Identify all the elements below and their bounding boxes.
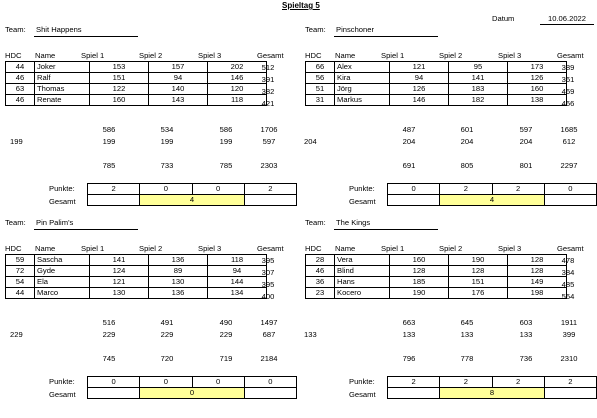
punkte-label: Punkte: — [49, 184, 75, 193]
team-name: Pin Palim's — [36, 218, 74, 227]
team-name: The Kings — [336, 218, 371, 227]
cell-s2: 157 — [149, 62, 208, 73]
cell-s2: 130 — [149, 277, 208, 288]
hdc-row-total: 687 — [262, 330, 276, 339]
cell-hdc: 63 — [6, 84, 35, 95]
column-header-spiel3: Spiel 3 — [198, 244, 222, 253]
team-name-underline — [334, 229, 438, 230]
table-row — [306, 73, 567, 84]
cell-s1: 124 — [90, 266, 149, 277]
cell-s1: 185 — [390, 277, 449, 288]
sum-s1: 785 — [102, 161, 116, 170]
scratch-s3: 490 — [219, 318, 233, 327]
scratch-s3: 603 — [519, 318, 533, 327]
points-gesamt: 8 — [440, 388, 545, 399]
column-header-gesamt: Gesamt — [257, 51, 284, 60]
points-gesamt-empty — [388, 195, 440, 206]
points-table — [387, 376, 597, 399]
table-row — [306, 288, 567, 299]
hdc-row-s3: 204 — [519, 137, 533, 146]
points-gesamt-empty — [544, 195, 596, 206]
cell-hdc: 51 — [306, 84, 335, 95]
cell-hdc: 28 — [306, 255, 335, 266]
cell-s1: 126 — [390, 84, 449, 95]
scratch-s1: 516 — [102, 318, 116, 327]
team-name: Shit Happens — [36, 25, 82, 34]
cell-hdc: 44 — [6, 62, 35, 73]
cell-s1: 153 — [90, 62, 149, 73]
points-s1: 2 — [88, 184, 140, 195]
hdc-row-total: 612 — [562, 137, 576, 146]
cell-hdc: 36 — [306, 277, 335, 288]
cell-s2: 136 — [149, 255, 208, 266]
cell-name: Renate — [35, 95, 90, 106]
scratch-s1: 663 — [402, 318, 416, 327]
roster-table — [5, 254, 267, 299]
team-block-1 — [305, 25, 597, 225]
sum-s3: 719 — [219, 354, 233, 363]
cell-name: Vera — [335, 255, 390, 266]
cell-name: Joker — [35, 62, 90, 73]
cell-s1: 121 — [390, 62, 449, 73]
hdc-row-s1: 133 — [402, 330, 416, 339]
gesamt-row-label: Gesamt — [349, 390, 376, 399]
cell-name: Sascha — [35, 255, 90, 266]
cell-hdc: 46 — [306, 266, 335, 277]
cell-s1: 146 — [390, 95, 449, 106]
cell-s3: 118 — [208, 95, 267, 106]
roster-table — [305, 254, 567, 299]
team-block-0 — [5, 25, 297, 225]
points-gesamt: 0 — [140, 388, 245, 399]
cell-name: Markus — [335, 95, 390, 106]
sum-s2: 805 — [460, 161, 474, 170]
cell-name: Marco — [35, 288, 90, 299]
scratch-total: 1685 — [560, 125, 578, 134]
table-row — [306, 62, 567, 73]
cell-name: Thomas — [35, 84, 90, 95]
column-header-gesamt: Gesamt — [557, 51, 584, 60]
points-s2: 2 — [440, 377, 492, 388]
cell-s3: 173 — [508, 62, 567, 73]
player-total: 395 — [261, 256, 275, 265]
points-s2: 0 — [140, 184, 192, 195]
cell-name: Blind — [335, 266, 390, 277]
column-header-hdc: HDC — [305, 244, 322, 253]
table-row — [306, 266, 567, 277]
player-total: 389 — [561, 63, 575, 72]
cell-name: Hans — [335, 277, 390, 288]
cell-s1: 190 — [390, 288, 449, 299]
hdc-row-total: 597 — [262, 137, 276, 146]
sum-s2: 778 — [460, 354, 474, 363]
hdc-row-s3: 199 — [219, 137, 233, 146]
points-total: 2 — [544, 377, 596, 388]
column-header-spiel3: Spiel 3 — [498, 244, 522, 253]
punkte-label: Punkte: — [349, 184, 375, 193]
gesamt-row-label: Gesamt — [49, 197, 76, 206]
scratch-s2: 534 — [160, 125, 174, 134]
points-s1: 0 — [388, 184, 440, 195]
points-s3: 0 — [192, 377, 244, 388]
hdc-row-total: 399 — [562, 330, 576, 339]
cell-s3: 128 — [508, 266, 567, 277]
gesamt-row-label: Gesamt — [349, 197, 376, 206]
page-title: Spieltag 5 — [282, 1, 320, 10]
column-header-hdc: HDC — [305, 51, 322, 60]
cell-name: Ralf — [35, 73, 90, 84]
column-header-hdc: HDC — [5, 51, 22, 60]
sum-s1: 796 — [402, 354, 416, 363]
cell-s2: 143 — [149, 95, 208, 106]
sum-s2: 733 — [160, 161, 174, 170]
punkte-label: Punkte: — [349, 377, 375, 386]
scratch-s2: 601 — [460, 125, 474, 134]
sum-s3: 801 — [519, 161, 533, 170]
cell-s1: 160 — [390, 255, 449, 266]
cell-s3: 126 — [508, 73, 567, 84]
cell-s2: 182 — [449, 95, 508, 106]
hdc-total: 133 — [304, 330, 317, 339]
column-header-name: Name — [335, 244, 356, 253]
column-header-spiel1: Spiel 1 — [381, 51, 405, 60]
roster-table — [5, 61, 267, 106]
cell-hdc: 66 — [306, 62, 335, 73]
points-gesamt-empty — [88, 195, 140, 206]
cell-s2: 190 — [449, 255, 508, 266]
column-header-spiel2: Spiel 2 — [439, 244, 463, 253]
sum-s2: 720 — [160, 354, 174, 363]
cell-name: Jörg — [335, 84, 390, 95]
cell-hdc: 72 — [6, 266, 35, 277]
points-total: 0 — [544, 184, 596, 195]
points-table — [87, 183, 297, 206]
team-name-underline — [34, 229, 138, 230]
column-header-gesamt: Gesamt — [557, 244, 584, 253]
sum-s3: 785 — [219, 161, 233, 170]
team-name: Pinschoner — [336, 25, 374, 34]
hdc-row-s1: 199 — [102, 137, 116, 146]
points-s3: 2 — [492, 377, 544, 388]
cell-s1: 151 — [90, 73, 149, 84]
hdc-row-s3: 133 — [519, 330, 533, 339]
sum-s1: 745 — [102, 354, 116, 363]
table-row — [306, 95, 567, 106]
cell-hdc: 59 — [6, 255, 35, 266]
sum-s3: 736 — [519, 354, 533, 363]
column-header-spiel2: Spiel 2 — [439, 51, 463, 60]
team-label: Team: — [5, 25, 26, 34]
player-total: 485 — [561, 280, 575, 289]
team-block-3 — [305, 218, 597, 418]
cell-s2: 89 — [149, 266, 208, 277]
player-total: 391 — [261, 75, 275, 84]
scratch-total: 1911 — [560, 318, 578, 327]
scratch-s2: 491 — [160, 318, 174, 327]
points-table — [87, 376, 297, 399]
player-total: 382 — [261, 87, 275, 96]
column-header-hdc: HDC — [5, 244, 22, 253]
cell-s1: 160 — [90, 95, 149, 106]
team-name-underline — [34, 36, 138, 37]
points-s1: 2 — [388, 377, 440, 388]
player-total: 564 — [561, 292, 575, 301]
column-header-name: Name — [35, 244, 56, 253]
cell-name: Kira — [335, 73, 390, 84]
cell-s2: 95 — [449, 62, 508, 73]
team-name-underline — [334, 36, 438, 37]
cell-name: Kocero — [335, 288, 390, 299]
points-s2: 0 — [140, 377, 192, 388]
cell-s3: 198 — [508, 288, 567, 299]
cell-s3: 94 — [208, 266, 267, 277]
points-gesamt-empty — [388, 388, 440, 399]
column-header-spiel3: Spiel 3 — [198, 51, 222, 60]
cell-s2: 140 — [149, 84, 208, 95]
cell-s1: 130 — [90, 288, 149, 299]
sum-s1: 691 — [402, 161, 416, 170]
cell-s2: 141 — [449, 73, 508, 84]
sum-total: 2297 — [560, 161, 578, 170]
cell-name: Ela — [35, 277, 90, 288]
cell-name: Alex — [335, 62, 390, 73]
date-label: Datum — [492, 14, 515, 23]
cell-s1: 141 — [90, 255, 149, 266]
points-gesamt-empty — [244, 388, 296, 399]
cell-s3: 144 — [208, 277, 267, 288]
cell-hdc: 44 — [6, 288, 35, 299]
cell-s3: 134 — [208, 288, 267, 299]
table-row — [306, 277, 567, 288]
scratch-s1: 487 — [402, 125, 416, 134]
cell-s1: 122 — [90, 84, 149, 95]
sum-total: 2303 — [260, 161, 278, 170]
player-total: 421 — [261, 99, 275, 108]
hdc-row-s2: 133 — [460, 330, 474, 339]
date-value: 10.06.2022 — [548, 14, 587, 23]
points-gesamt-empty — [244, 195, 296, 206]
sum-total: 2310 — [560, 354, 578, 363]
hdc-row-s3: 229 — [219, 330, 233, 339]
hdc-row-s2: 199 — [160, 137, 174, 146]
cell-s3: 202 — [208, 62, 267, 73]
hdc-row-s2: 204 — [460, 137, 474, 146]
table-row — [6, 84, 267, 95]
hdc-row-s2: 229 — [160, 330, 174, 339]
points-s3: 2 — [492, 184, 544, 195]
table-row — [6, 277, 267, 288]
cell-hdc: 54 — [6, 277, 35, 288]
cell-s2: 136 — [149, 288, 208, 299]
points-table — [387, 183, 597, 206]
player-total: 400 — [261, 292, 275, 301]
team-label: Team: — [305, 218, 326, 227]
hdc-row-s1: 229 — [102, 330, 116, 339]
scratch-s1: 586 — [102, 125, 116, 134]
cell-s1: 121 — [90, 277, 149, 288]
hdc-total: 229 — [10, 330, 23, 339]
roster-table — [305, 61, 567, 106]
sum-total: 2184 — [260, 354, 278, 363]
points-gesamt: 4 — [140, 195, 245, 206]
scratch-s2: 645 — [460, 318, 474, 327]
cell-s1: 128 — [390, 266, 449, 277]
points-gesamt-empty — [544, 388, 596, 399]
points-total: 2 — [244, 184, 296, 195]
team-label: Team: — [5, 218, 26, 227]
cell-s2: 183 — [449, 84, 508, 95]
cell-hdc: 31 — [306, 95, 335, 106]
cell-hdc: 56 — [306, 73, 335, 84]
team-block-2 — [5, 218, 297, 418]
column-header-spiel1: Spiel 1 — [81, 51, 105, 60]
points-s1: 0 — [88, 377, 140, 388]
points-s2: 2 — [440, 184, 492, 195]
cell-name: Gyde — [35, 266, 90, 277]
cell-s3: 120 — [208, 84, 267, 95]
cell-s3: 138 — [508, 95, 567, 106]
team-label: Team: — [305, 25, 326, 34]
column-header-spiel2: Spiel 2 — [139, 244, 163, 253]
player-total: 384 — [561, 268, 575, 277]
player-total: 307 — [261, 268, 275, 277]
scratch-total: 1706 — [260, 125, 278, 134]
cell-s1: 94 — [390, 73, 449, 84]
table-row — [6, 266, 267, 277]
scratch-s3: 586 — [219, 125, 233, 134]
cell-s2: 94 — [149, 73, 208, 84]
table-row — [306, 84, 567, 95]
hdc-total: 199 — [10, 137, 23, 146]
scratch-s3: 597 — [519, 125, 533, 134]
cell-s3: 146 — [208, 73, 267, 84]
column-header-spiel2: Spiel 2 — [139, 51, 163, 60]
cell-s3: 160 — [508, 84, 567, 95]
hdc-row-s1: 204 — [402, 137, 416, 146]
gesamt-row-label: Gesamt — [49, 390, 76, 399]
table-row — [6, 73, 267, 84]
cell-s3: 149 — [508, 277, 567, 288]
table-row — [6, 62, 267, 73]
points-total: 0 — [244, 377, 296, 388]
points-gesamt-empty — [88, 388, 140, 399]
column-header-spiel3: Spiel 3 — [498, 51, 522, 60]
column-header-gesamt: Gesamt — [257, 244, 284, 253]
table-row — [6, 288, 267, 299]
points-s3: 0 — [192, 184, 244, 195]
table-row — [6, 255, 267, 266]
cell-s3: 128 — [508, 255, 567, 266]
cell-hdc: 46 — [6, 95, 35, 106]
column-header-spiel1: Spiel 1 — [381, 244, 405, 253]
player-total: 361 — [561, 75, 575, 84]
player-total: 512 — [261, 63, 275, 72]
table-row — [6, 95, 267, 106]
cell-s2: 128 — [449, 266, 508, 277]
table-row — [306, 255, 567, 266]
hdc-total: 204 — [304, 137, 317, 146]
column-header-name: Name — [35, 51, 56, 60]
cell-hdc: 23 — [306, 288, 335, 299]
cell-s2: 176 — [449, 288, 508, 299]
punkte-label: Punkte: — [49, 377, 75, 386]
player-total: 466 — [561, 99, 575, 108]
player-total: 478 — [561, 256, 575, 265]
cell-s3: 118 — [208, 255, 267, 266]
column-header-name: Name — [335, 51, 356, 60]
scratch-total: 1497 — [260, 318, 278, 327]
player-total: 395 — [261, 280, 275, 289]
column-header-spiel1: Spiel 1 — [81, 244, 105, 253]
player-total: 469 — [561, 87, 575, 96]
points-gesamt: 4 — [440, 195, 545, 206]
cell-s2: 151 — [449, 277, 508, 288]
cell-hdc: 46 — [6, 73, 35, 84]
